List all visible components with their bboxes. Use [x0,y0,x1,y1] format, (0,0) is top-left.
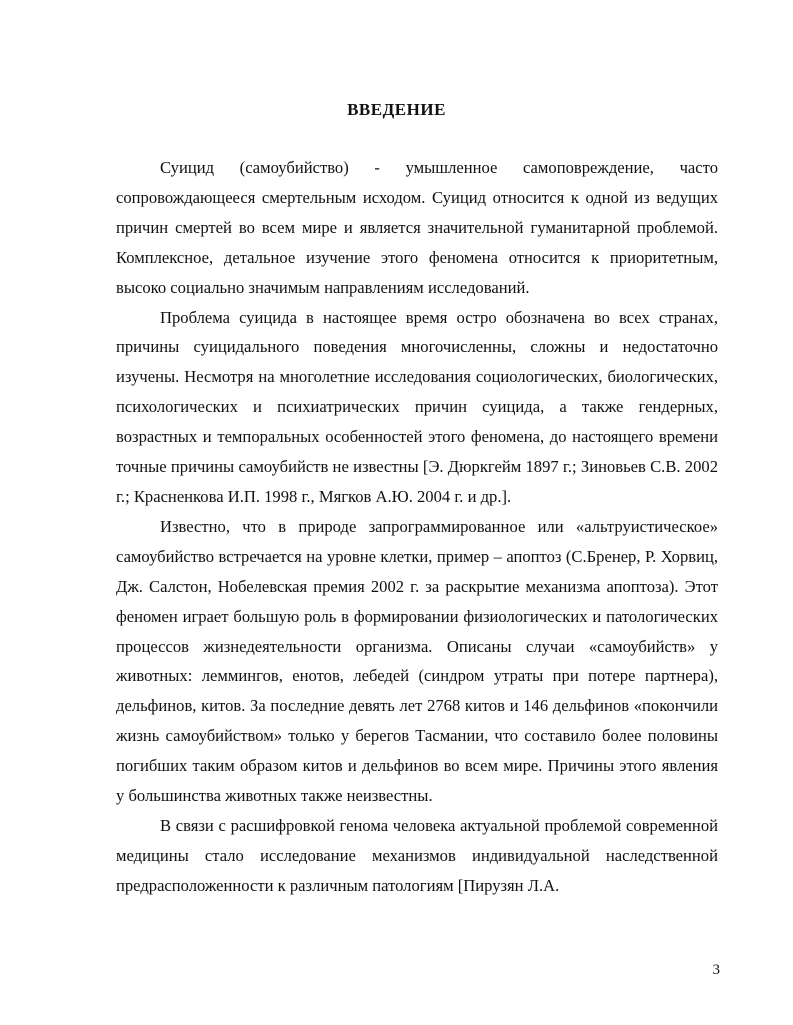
page-number: 3 [712,962,720,978]
paragraph-3: Известно, что в природе запрограммированное или «альтруистическое» самоубийство встречается на уровне клетки, пример – апоптоз (С.Бренер, Р. Хорвиц, Дж. Салстон, Нобелевская премия 2002 г. за раскрытие механизма апоптоза). Этот феномен играет большую роль в формировании физиологических и патологических процессов жизнедеятельности организма. Описаны случаи «самоубийств» у животных: леммингов, енотов, лебедей (синдром утраты при потере партнера), дельфинов, китов. За последние девять лет 2768 китов и 146 дельфинов «покончили жизнь самоубийством» только у берегов Тасмании, что составило более половины погибших таким образом китов и дельфинов во всем мире. Причины этого явления у большинства животных также неизвестны. [116,516,718,806]
paragraph-1: Суицид (самоубийство) - умышленное самоповреждение, часто сопровождающееся смертельным исходом. Суицид относится к одной из ведущих причин смертей во всем мире и является значительной гуманитарной проблемой. Комплексное, детальное изучение этого феномена относится к приоритетным, высоко социально значимым направлениям исследований. [116,158,718,297]
body-text [116,153,718,901]
paragraph-2: Проблема суицида в настоящее время остро обозначена во всех странах, причины суицидального поведения многочисленны, сложны и недостаточно изучены. Несмотря на многолетние исследования социологических, биологических, психологических и психиатрических причин суицида, а также гендерных, возрастных и темпоральных особенностей этого феномена, до настоящего времени точные причины самоубийств не известны [Э. Дюркгейм 1897 г.; Зиновьев С.В. 2002 г.; Красненкова И.П. 1998 г., Мягков А.Ю. 2004 г. и др.]. [116,307,718,506]
paragraph-4: В связи с расшифровкой генома человека актуальной проблемой современной медицины стало исследование механизмов индивидуальной наследственной предрасположенности к различным патологиям [Пирузян Л.А. [116,815,718,895]
page-title: ВВЕДЕНИЕ [347,100,446,119]
